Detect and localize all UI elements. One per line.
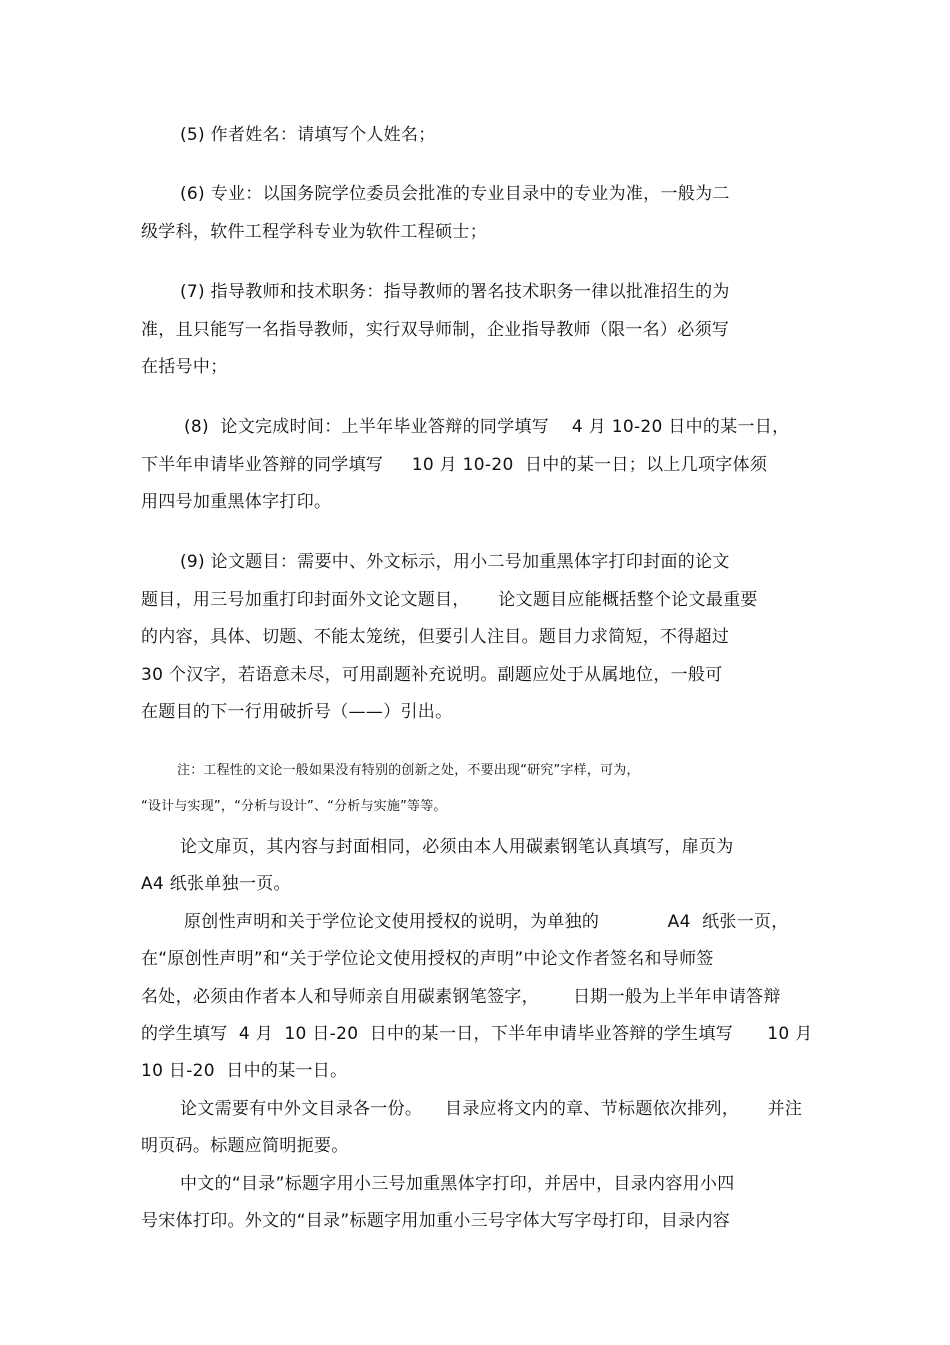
item-9-title-line-2: 题目，用三号加重打印封面外文论文题目， 论文题目应能概括整个论文最重要	[141, 590, 758, 610]
item-7-advisor-line-2: 准，且只能写一名指导教师，实行双导师制，企业指导教师（限一名）必须写	[141, 320, 730, 340]
note-line-1: 注：工程性的文论一般如果没有特别的创新之处，不要出现“研究”字样，可为，	[177, 763, 640, 778]
originality-line-4: 的学生填写 4 月 10 日-20 日中的某一日，下半年申请毕业答辩的学生填写 10 月	[141, 1024, 813, 1044]
toc-line-1: 论文需要有中外文目录各一份。 目录应将文内的章、节标题依次排列， 并注	[180, 1099, 803, 1119]
item-6-major-line-2: 级学科，软件工程学科专业为软件工程硕士；	[141, 222, 487, 242]
item-9-title-line-1: (9) 论文题目：需要中、外文标示，用小二号加重黑体字打印封面的论文	[180, 552, 730, 572]
toc-line-2: 明页码。标题应简明扼要。	[141, 1136, 349, 1156]
item-9-title-line-4: 30 个汉字，若语意未尽，可用副题补充说明。副题应处于从属地位，一般可	[141, 665, 723, 685]
item-7-advisor-line-1: (7) 指导教师和技术职务：指导教师的署名技术职务一律以批准招生的为	[180, 282, 730, 302]
item-8-completion-line-2: 下半年申请毕业答辩的同学填写 10 月 10-20 日中的某一日；以上几项字体须	[141, 455, 768, 475]
originality-line-2: 在“原创性声明”和“关于学位论文使用授权的声明”中论文作者签名和导师签	[141, 949, 714, 969]
note-line-2: “设计与实现”，“分析与设计”、“分析与实施”等等。	[141, 799, 447, 814]
item-9-title-line-5: 在题目的下一行用破折号（——）引出。	[141, 702, 453, 722]
item-9-title-line-3: 的内容，具体、切题、不能太笼统，但要引人注目。题目力求简短，不得超过	[141, 627, 730, 647]
originality-line-3: 名处，必须由作者本人和导师亲自用碳素钢笔签字， 日期一般为上半年申请答辩	[141, 987, 781, 1007]
item-5-author-name: (5) 作者姓名：请填写个人姓名；	[180, 125, 436, 145]
item-6-major-line-1: (6) 专业：以国务院学位委员会批准的专业目录中的专业为准，一般为二	[180, 184, 730, 204]
originality-line-5: 10 日-20 日中的某一日。	[141, 1061, 348, 1081]
originality-line-1: 原创性声明和关于学位论文使用授权的说明，为单独的 A4 纸张一页，	[184, 912, 789, 932]
item-8-completion-line-3: 用四号加重黑体字打印。	[141, 492, 332, 512]
item-7-advisor-line-3: 在括号中；	[141, 357, 228, 377]
flyleaf-line-2: A4 纸张单独一页。	[141, 874, 291, 894]
item-8-completion-line-1: (8) 论文完成时间：上半年毕业答辩的同学填写 4 月 10-20 日中的某一日，	[184, 417, 790, 437]
flyleaf-line-1: 论文扉页，其内容与封面相同，必须由本人用碳素钢笔认真填写，扉页为	[180, 837, 734, 857]
toc-format-line-1: 中文的“目录”标题字用小三号加重黑体字打印，并居中，目录内容用小四	[180, 1174, 735, 1194]
toc-format-line-2: 号宋体打印。外文的“目录”标题字用加重小三号字体大写字母打印，目录内容	[141, 1211, 731, 1231]
